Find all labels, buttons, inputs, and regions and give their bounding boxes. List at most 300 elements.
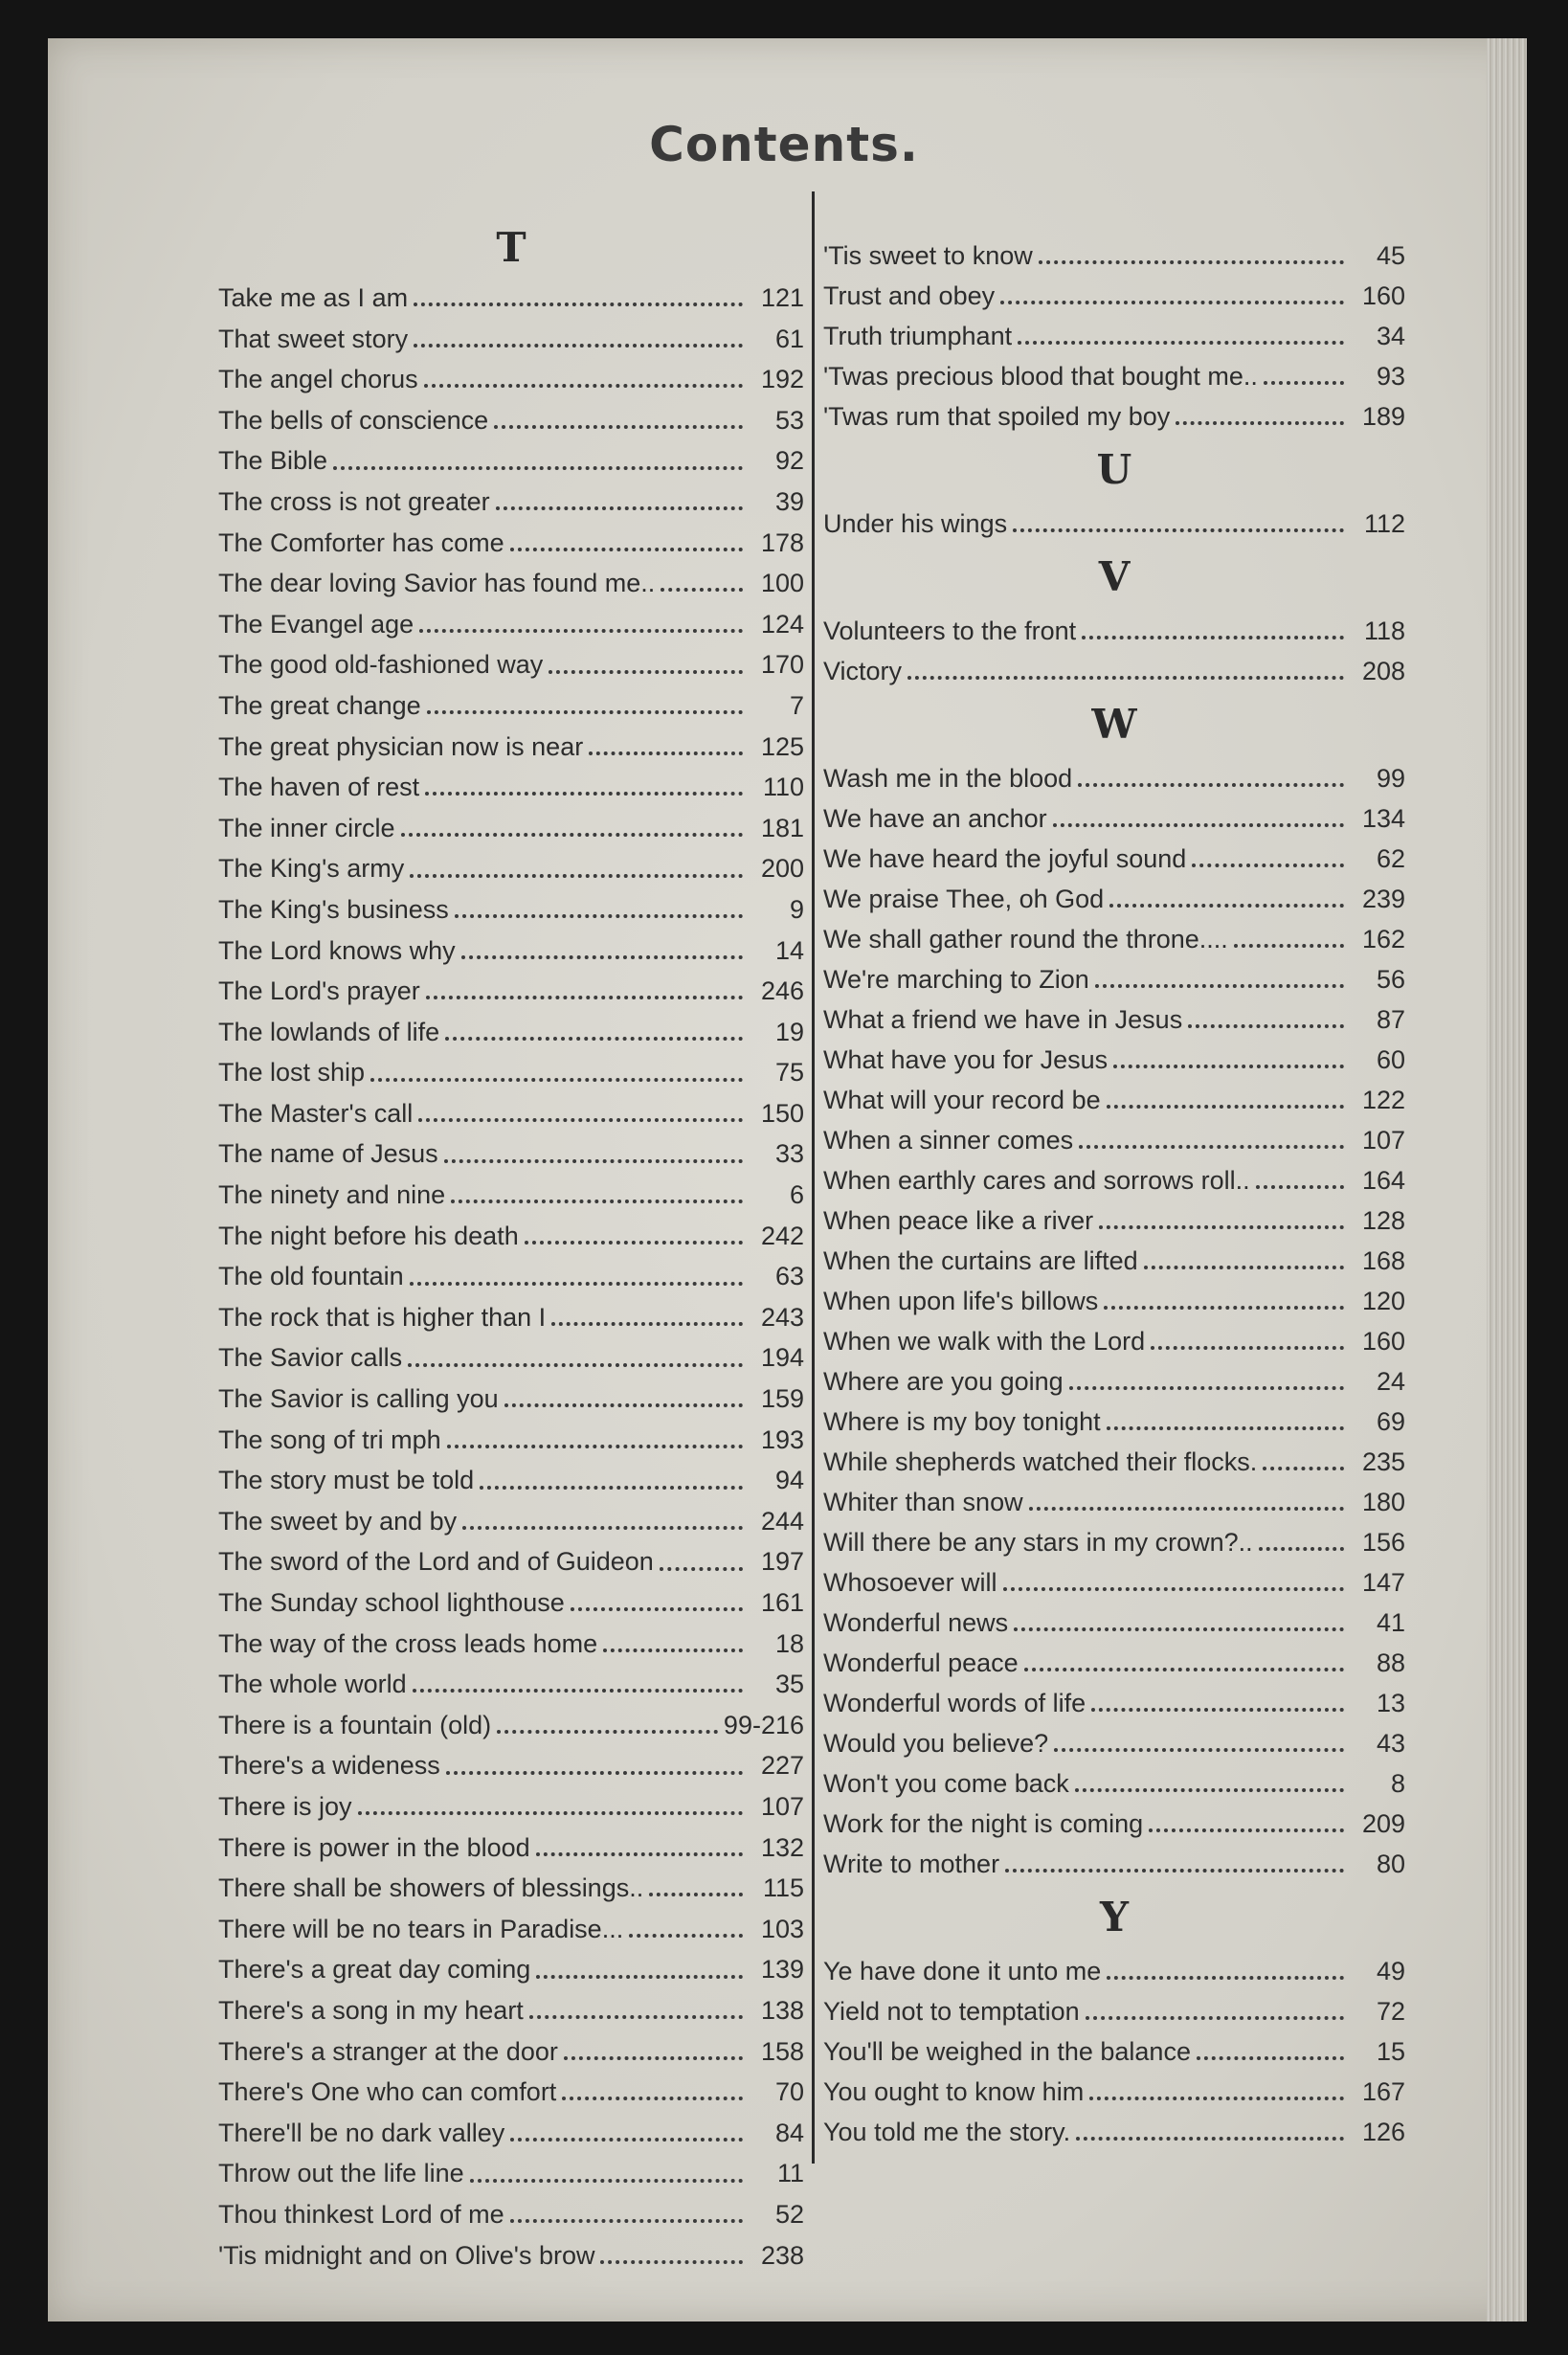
entry-title: The great change xyxy=(218,690,421,720)
dot-leader xyxy=(1082,636,1344,639)
entry-page-number: 168 xyxy=(1361,1246,1405,1275)
contents-entry xyxy=(823,1643,1405,1683)
entry-title: There's a great day coming xyxy=(218,1955,531,1985)
contents-entry xyxy=(218,1297,804,1338)
entry-page-number: 164 xyxy=(1361,1166,1405,1195)
entry-title: The angel chorus xyxy=(218,365,418,394)
dot-leader xyxy=(470,2179,743,2183)
dot-leader xyxy=(510,548,743,551)
entry-title: The Savior is calling you xyxy=(218,1384,499,1414)
dot-leader xyxy=(1018,341,1344,345)
contents-entry xyxy=(823,1991,1405,2031)
entry-page-number: 72 xyxy=(1376,1997,1405,2026)
entry-page-number: 41 xyxy=(1376,1608,1405,1637)
dot-leader xyxy=(603,1648,743,1652)
dot-leader xyxy=(649,1893,743,1896)
entry-page-number: 170 xyxy=(760,650,804,680)
section-letter-y: Y xyxy=(1100,1894,1129,1940)
contents-entry xyxy=(218,1828,804,1869)
entry-title: The sweet by and by xyxy=(218,1506,458,1536)
contents-entry xyxy=(218,563,804,604)
contents-entry xyxy=(218,1337,804,1379)
contents-entry xyxy=(218,2194,804,2235)
dot-leader xyxy=(1095,984,1344,988)
dot-leader xyxy=(1259,1547,1344,1551)
entry-page-number: 92 xyxy=(774,446,804,476)
entry-page-number: 132 xyxy=(760,1832,804,1862)
entry-title: There's a stranger at the door xyxy=(218,2036,558,2066)
book-spine xyxy=(1487,38,1527,2321)
entry-page-number: 8 xyxy=(1390,1769,1405,1798)
entry-title: Where are you going xyxy=(823,1367,1064,1396)
entry-page-number: 63 xyxy=(774,1262,804,1291)
dot-leader xyxy=(358,1811,743,1815)
entry-title: The Savior calls xyxy=(218,1343,403,1373)
entry-page-number: 61 xyxy=(774,324,804,353)
contents-entry xyxy=(218,1216,804,1257)
entry-title: When the curtains are lifted xyxy=(823,1246,1138,1275)
dot-leader xyxy=(660,1567,743,1571)
contents-entry xyxy=(823,959,1405,999)
entry-page-number: 238 xyxy=(760,2240,804,2270)
entry-page-number: 197 xyxy=(760,1547,804,1577)
dot-leader xyxy=(425,792,743,796)
entry-title: That sweet story xyxy=(218,324,409,353)
dot-leader xyxy=(529,2015,743,2019)
entry-title: The Master's call xyxy=(218,1098,414,1128)
dot-leader xyxy=(427,710,743,714)
entry-title: We're marching to Zion xyxy=(823,965,1089,994)
contents-entry xyxy=(218,1012,804,1053)
dot-leader xyxy=(426,996,743,999)
dot-leader xyxy=(1029,1507,1344,1511)
entry-title: The Comforter has come xyxy=(218,527,504,557)
contents-entry xyxy=(218,1949,804,1990)
entry-page-number: 134 xyxy=(1361,804,1405,833)
entry-page-number: 43 xyxy=(1376,1729,1405,1758)
entry-title: Take me as I am xyxy=(218,283,409,312)
entry-page-number: 192 xyxy=(760,365,804,394)
entry-page-number: 107 xyxy=(1361,1126,1405,1155)
entry-title: Wonderful news xyxy=(823,1608,1009,1637)
entry-title: There is power in the blood xyxy=(218,1832,530,1862)
contents-entry xyxy=(218,2235,804,2276)
section-letter-t: T xyxy=(496,224,526,271)
contents-entry xyxy=(823,651,1405,691)
dot-leader xyxy=(447,1445,743,1448)
contents-entry xyxy=(823,1683,1405,1723)
contents-entry xyxy=(823,1281,1405,1321)
contents-entry xyxy=(218,2113,804,2154)
entry-page-number: 87 xyxy=(1376,1005,1405,1034)
entry-page-number: 235 xyxy=(1361,1447,1405,1476)
entry-page-number: 80 xyxy=(1376,1850,1405,1878)
dot-leader xyxy=(1014,1627,1344,1631)
contents-entry xyxy=(823,1040,1405,1080)
entry-page-number: 118 xyxy=(1363,617,1405,645)
dot-leader xyxy=(480,1486,743,1490)
entry-page-number: 244 xyxy=(760,1506,804,1536)
entry-page-number: 24 xyxy=(1376,1367,1405,1396)
contents-entry xyxy=(218,1990,804,2031)
contents-entry xyxy=(218,931,804,972)
entry-title: Whosoever will xyxy=(823,1568,997,1597)
dot-leader xyxy=(1005,1869,1344,1873)
entry-title: The way of the cross leads home xyxy=(218,1628,598,1658)
entry-title: The cross is not greater xyxy=(218,486,490,516)
dot-leader xyxy=(525,1241,743,1245)
dot-leader xyxy=(1013,528,1344,532)
entry-title: While shepherds watched their flocks. xyxy=(823,1447,1258,1476)
entry-page-number: 88 xyxy=(1376,1648,1405,1677)
entry-title: Whiter than snow xyxy=(823,1488,1023,1516)
entry-page-number: 160 xyxy=(1361,1327,1405,1356)
contents-entry xyxy=(823,1160,1405,1200)
entry-page-number: 147 xyxy=(1361,1568,1405,1597)
dot-leader xyxy=(1003,1587,1344,1591)
dot-leader xyxy=(1151,1346,1344,1350)
contents-entry xyxy=(218,767,804,808)
contents-entry xyxy=(823,879,1405,919)
dot-leader xyxy=(510,2138,743,2142)
entry-page-number: 139 xyxy=(760,1955,804,1985)
entry-title: The dear loving Savior has found me.. xyxy=(218,569,656,598)
entry-title: There's a song in my heart xyxy=(218,1995,524,2025)
contents-entry xyxy=(218,278,804,319)
entry-title: There will be no tears in Paradise... xyxy=(218,1914,624,1943)
entry-title: When we walk with the Lord xyxy=(823,1327,1146,1356)
dot-leader xyxy=(401,833,743,837)
contents-entry xyxy=(823,1080,1405,1120)
entry-title: The name of Jesus xyxy=(218,1139,438,1169)
dot-leader xyxy=(333,466,743,470)
contents-entry xyxy=(823,236,1405,276)
contents-entry xyxy=(218,808,804,849)
contents-entry xyxy=(823,1723,1405,1763)
contents-entry xyxy=(218,2031,804,2073)
contents-entry xyxy=(823,2031,1405,2072)
dot-leader xyxy=(1176,421,1344,425)
contents-entry xyxy=(218,1501,804,1542)
entry-page-number: 11 xyxy=(776,2159,804,2188)
entry-title: We have heard the joyful sound xyxy=(823,844,1187,873)
entry-page-number: 194 xyxy=(760,1343,804,1373)
contents-entry xyxy=(823,1804,1405,1844)
entry-title: Ye have done it unto me xyxy=(823,1957,1102,1985)
contents-entry xyxy=(218,889,804,931)
entry-title: The rock that is higher than I xyxy=(218,1302,547,1332)
entry-page-number: 62 xyxy=(1376,844,1405,873)
dot-leader xyxy=(1149,1828,1344,1832)
entry-page-number: 52 xyxy=(774,2199,804,2229)
contents-entry xyxy=(218,1175,804,1216)
entry-page-number: 60 xyxy=(1376,1045,1405,1074)
section-letter-u: U xyxy=(1096,446,1132,493)
entry-page-number: 125 xyxy=(760,731,804,761)
contents-entry xyxy=(823,1361,1405,1402)
entry-page-number: 6 xyxy=(789,1180,804,1210)
contents-entry xyxy=(823,276,1405,316)
contents-entry xyxy=(218,1256,804,1297)
entry-title: When peace like a river xyxy=(823,1206,1094,1235)
dot-leader xyxy=(571,1607,743,1611)
dot-leader xyxy=(1053,823,1344,827)
entry-page-number: 189 xyxy=(1361,402,1405,431)
entry-title: Trust and obey xyxy=(823,281,996,310)
contents-entry xyxy=(218,727,804,768)
dot-leader xyxy=(1144,1266,1344,1269)
dot-leader xyxy=(1000,301,1344,304)
contents-entry xyxy=(218,1379,804,1420)
contents-entry xyxy=(823,1321,1405,1361)
entry-title: The whole world xyxy=(218,1670,407,1699)
entry-title: The great physician now is near xyxy=(218,731,584,761)
contents-entry xyxy=(823,1951,1405,1991)
contents-entry xyxy=(823,999,1405,1040)
entry-title: You ought to know him xyxy=(823,2077,1085,2106)
entry-page-number: 100 xyxy=(760,569,804,598)
entry-title: There is a fountain (old) xyxy=(218,1710,492,1739)
dot-leader xyxy=(510,2219,743,2223)
entry-title: The good old-fashioned way xyxy=(218,650,544,680)
dot-leader xyxy=(1107,1426,1344,1430)
entry-page-number: 209 xyxy=(1361,1809,1405,1838)
left-column xyxy=(218,218,804,2276)
dot-leader xyxy=(455,914,743,918)
contents-entry xyxy=(823,316,1405,356)
contents-entry xyxy=(823,1562,1405,1603)
contents-entry xyxy=(218,1541,804,1582)
dot-leader xyxy=(1075,1788,1344,1792)
contents-entry xyxy=(218,1460,804,1501)
entry-title: The Lord knows why xyxy=(218,935,456,965)
dot-leader xyxy=(536,1975,743,1979)
contents-entry xyxy=(823,356,1405,396)
dot-leader xyxy=(1069,1386,1344,1390)
entry-page-number: 167 xyxy=(1361,2077,1405,2106)
contents-entry xyxy=(218,1582,804,1624)
entry-page-number: 158 xyxy=(760,2036,804,2066)
entry-page-number: 162 xyxy=(1361,925,1405,953)
entry-title: Work for the night is coming xyxy=(823,1809,1144,1838)
contents-entry xyxy=(823,396,1405,437)
dot-leader xyxy=(1079,1145,1344,1149)
entry-title: The bells of conscience xyxy=(218,405,489,435)
contents-entry xyxy=(823,1482,1405,1522)
entry-page-number: 39 xyxy=(774,486,804,516)
dot-leader xyxy=(413,1689,743,1693)
contents-entry xyxy=(218,319,804,360)
dot-leader xyxy=(424,384,743,388)
entry-title: Write to mother xyxy=(823,1850,1000,1878)
entry-title: Truth triumphant xyxy=(823,322,1013,350)
entry-page-number: 7 xyxy=(789,690,804,720)
entry-title: Will there be any stars in my crown?.. xyxy=(823,1528,1253,1557)
entry-page-number: 161 xyxy=(760,1588,804,1617)
dot-leader xyxy=(1263,1467,1344,1470)
entry-title: 'Twas precious blood that bought me.. xyxy=(823,362,1258,391)
entry-title: There's a wideness xyxy=(218,1751,440,1781)
dot-leader xyxy=(1024,1668,1344,1671)
dot-leader xyxy=(419,629,743,633)
contents-entry xyxy=(823,1120,1405,1160)
entry-page-number: 53 xyxy=(774,405,804,435)
contents-entry xyxy=(823,1603,1405,1643)
contents-entry xyxy=(823,1442,1405,1482)
section-letter-w: W xyxy=(1091,701,1137,748)
dot-leader xyxy=(549,670,743,674)
entry-title: Throw out the life line xyxy=(218,2159,464,2188)
entry-page-number: 99 xyxy=(1376,764,1405,793)
entry-title: The story must be told xyxy=(218,1466,475,1495)
dot-leader xyxy=(444,1159,743,1163)
dot-leader xyxy=(496,506,743,510)
entry-page-number: 208 xyxy=(1361,657,1405,685)
dot-leader xyxy=(564,2056,743,2060)
entry-title: Won't you come back xyxy=(823,1769,1069,1798)
dot-leader xyxy=(446,1771,743,1775)
entry-title: There is joy xyxy=(218,1791,352,1821)
contents-entry xyxy=(218,1705,804,1746)
entry-page-number: 70 xyxy=(774,2077,804,2107)
entry-title: Would you believe? xyxy=(823,1729,1049,1758)
dot-leader xyxy=(1039,260,1344,264)
entry-page-number: 246 xyxy=(760,976,804,1006)
entry-page-number: 84 xyxy=(774,2118,804,2147)
entry-page-number: 56 xyxy=(1376,965,1405,994)
contents-entry xyxy=(823,2112,1405,2152)
dot-leader xyxy=(445,1037,743,1041)
contents-entry xyxy=(218,1664,804,1705)
contents-entry xyxy=(218,1786,804,1828)
contents-entry xyxy=(218,2072,804,2113)
contents-entry xyxy=(823,1241,1405,1281)
entry-page-number: 227 xyxy=(760,1751,804,1781)
entry-page-number: 124 xyxy=(760,609,804,639)
entry-page-number: 112 xyxy=(1363,509,1405,538)
dot-leader xyxy=(1197,2056,1344,2060)
contents-entry xyxy=(823,611,1405,651)
entry-title: 'Twas rum that spoiled my boy xyxy=(823,402,1171,431)
entry-title: 'Tis sweet to know xyxy=(823,241,1033,270)
entry-page-number: 160 xyxy=(1361,281,1405,310)
entry-title: You'll be weighed in the balance xyxy=(823,2037,1191,2066)
entry-title: What a friend we have in Jesus xyxy=(823,1005,1183,1034)
contents-entry xyxy=(823,1522,1405,1562)
contents-entry xyxy=(218,400,804,441)
dot-leader xyxy=(1089,2097,1344,2100)
entry-title: The night before his death xyxy=(218,1221,519,1250)
contents-entry xyxy=(218,1093,804,1134)
dot-leader xyxy=(1086,2016,1344,2020)
entry-title: Under his wings xyxy=(823,509,1008,538)
dot-leader xyxy=(418,1118,743,1122)
contents-entry xyxy=(823,758,1405,798)
entry-title: The Evangel age xyxy=(218,609,414,639)
entry-page-number: 33 xyxy=(774,1139,804,1169)
entry-page-number: 121 xyxy=(760,283,804,312)
dot-leader xyxy=(1091,1708,1344,1712)
dot-leader xyxy=(1076,2137,1344,2141)
entry-title: The King's business xyxy=(218,894,449,924)
entry-page-number: 34 xyxy=(1376,322,1405,350)
contents-entry xyxy=(218,1133,804,1175)
entry-page-number: 49 xyxy=(1376,1957,1405,1985)
entry-title: The lowlands of life xyxy=(218,1017,440,1046)
contents-entry xyxy=(218,644,804,685)
dot-leader xyxy=(504,1403,743,1407)
entry-page-number: 15 xyxy=(1376,2037,1405,2066)
entry-title: 'Tis midnight and on Olive's brow xyxy=(218,2240,595,2270)
entry-title: Where is my boy tonight xyxy=(823,1407,1101,1436)
entry-page-number: 115 xyxy=(762,1873,804,1903)
entry-title: There's One who can comfort xyxy=(218,2077,557,2107)
contents-entry xyxy=(218,1624,804,1665)
dot-leader xyxy=(370,1078,743,1082)
contents-entry xyxy=(218,523,804,564)
contents-entry xyxy=(823,839,1405,879)
entry-page-number: 107 xyxy=(760,1791,804,1821)
contents-entry xyxy=(218,848,804,889)
contents-entry xyxy=(218,359,804,400)
entry-page-number: 99-216 xyxy=(723,1710,804,1739)
entry-title: What have you for Jesus xyxy=(823,1045,1109,1074)
contents-entry xyxy=(823,2072,1405,2112)
dot-leader xyxy=(414,344,743,348)
contents-entry xyxy=(823,798,1405,839)
contents-entry xyxy=(218,440,804,482)
contents-entry xyxy=(218,604,804,645)
entry-title: We shall gather round the throne.... xyxy=(823,925,1228,953)
dot-leader xyxy=(1256,1185,1344,1189)
dot-leader xyxy=(410,1282,743,1286)
entry-page-number: 243 xyxy=(760,1302,804,1332)
entry-page-number: 180 xyxy=(1361,1488,1405,1516)
entry-title: Thou thinkest Lord of me xyxy=(218,2199,504,2229)
entry-title: What will your record be xyxy=(823,1086,1101,1114)
dot-leader xyxy=(408,1363,743,1367)
entry-title: We praise Thee, oh God xyxy=(823,885,1105,913)
contents-entry xyxy=(218,971,804,1012)
entry-page-number: 13 xyxy=(1376,1689,1405,1717)
entry-page-number: 103 xyxy=(760,1914,804,1943)
contents-entry xyxy=(823,1200,1405,1241)
entry-title: The haven of rest xyxy=(218,773,420,802)
entry-page-number: 239 xyxy=(1361,885,1405,913)
contents-entry xyxy=(218,1052,804,1093)
section-letter-v: V xyxy=(1098,553,1131,600)
entry-title: We have an anchor xyxy=(823,804,1047,833)
dot-leader xyxy=(661,588,743,592)
entry-page-number: 156 xyxy=(1361,1528,1405,1557)
dot-leader xyxy=(1192,864,1344,867)
contents-entry xyxy=(218,685,804,727)
entry-title: Victory xyxy=(823,657,903,685)
entry-page-number: 120 xyxy=(1361,1287,1405,1315)
dot-leader xyxy=(1107,1105,1344,1109)
dot-leader xyxy=(1078,783,1344,787)
entry-title: The Sunday school lighthouse xyxy=(218,1588,565,1617)
entry-page-number: 110 xyxy=(762,773,804,802)
entry-title: The ninety and nine xyxy=(218,1180,446,1210)
left-entry-list xyxy=(218,278,804,2276)
entry-page-number: 14 xyxy=(774,935,804,965)
dot-leader xyxy=(461,955,743,959)
entry-page-number: 122 xyxy=(1361,1086,1405,1114)
contents-entry xyxy=(218,2153,804,2194)
entry-page-number: 69 xyxy=(1376,1407,1405,1436)
entry-title: There shall be showers of blessings.. xyxy=(218,1873,644,1903)
